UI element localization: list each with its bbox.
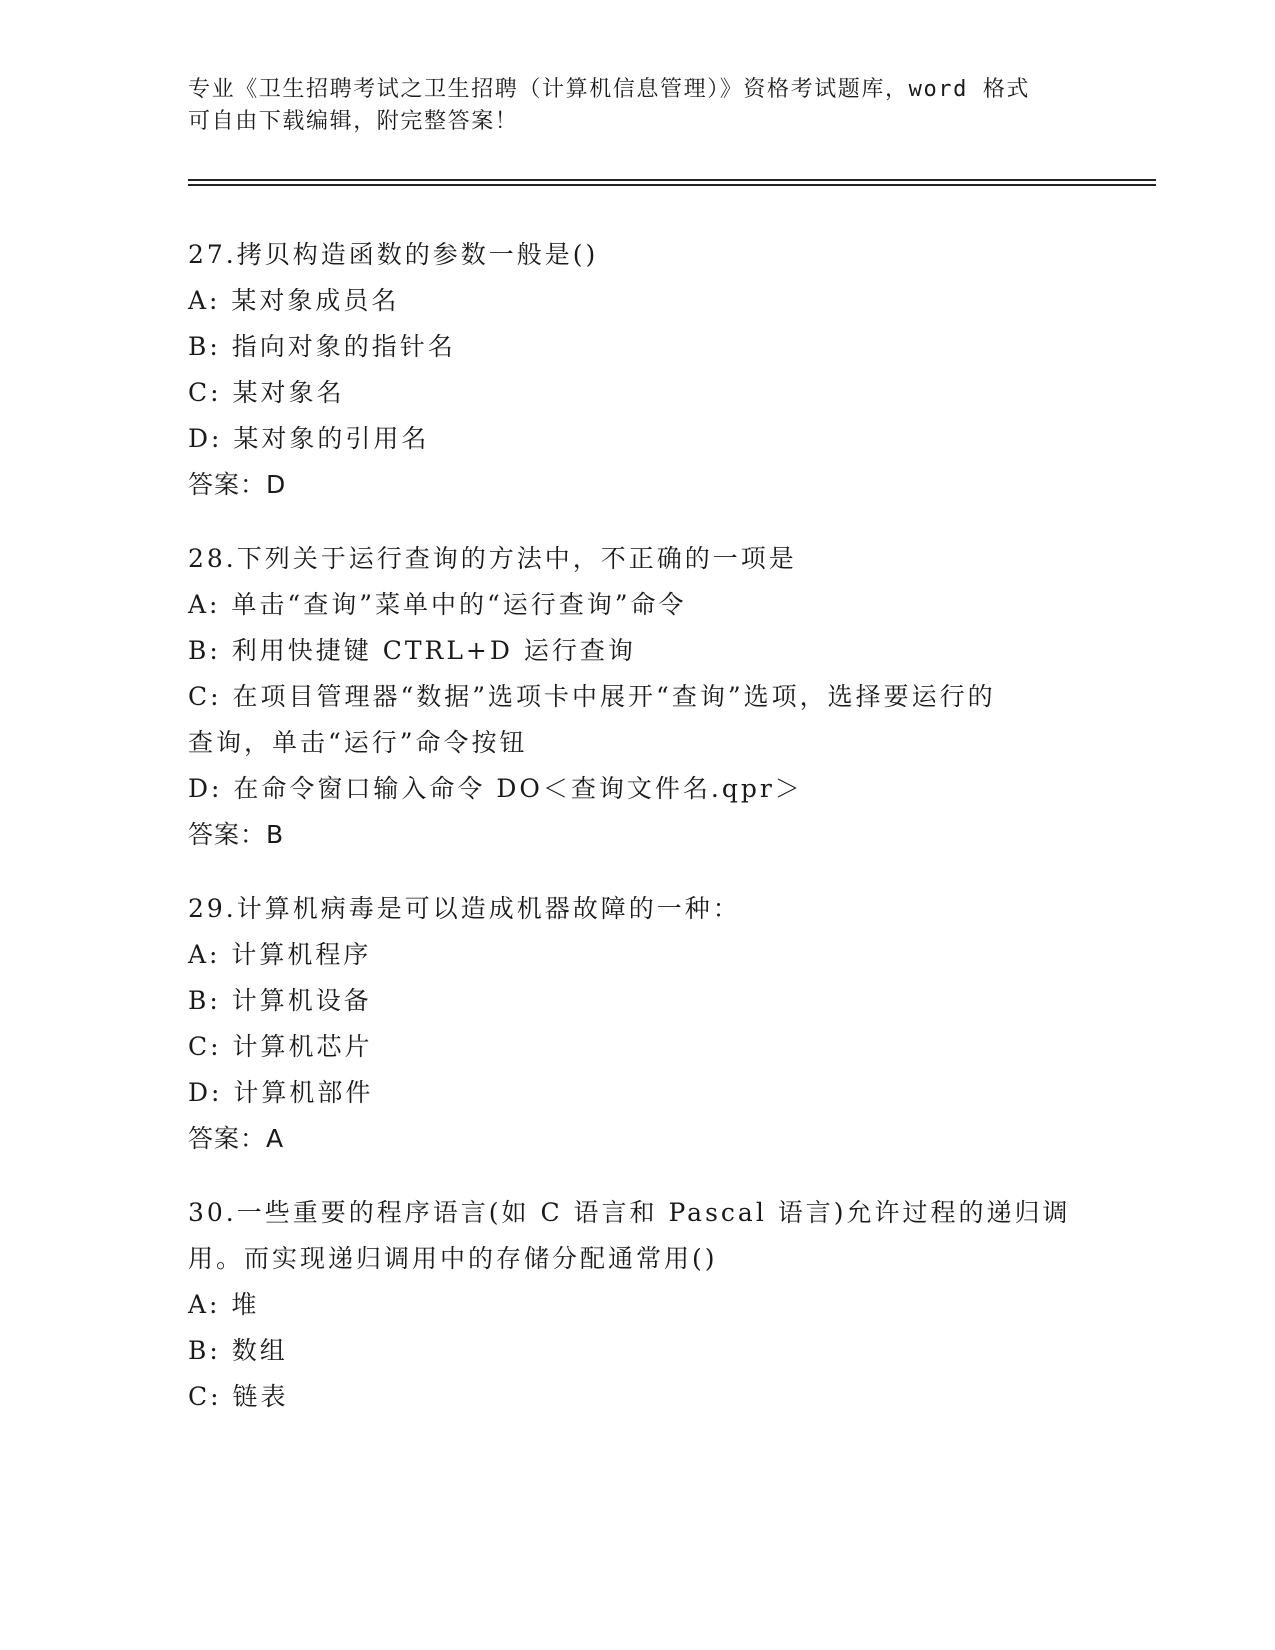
question-option: D: 计算机部件 <box>188 1078 374 1107</box>
header-line-1: 专业《卫生招聘考试之卫生招聘（计算机信息管理）》资格考试题库，word 格式 <box>188 77 1031 102</box>
question-option: D: 某对象的引用名 <box>188 424 430 453</box>
question-option: A: 堆 <box>188 1290 260 1319</box>
question-stem: 27.拷贝构造函数的参数一般是() <box>188 240 599 269</box>
question-item <box>188 1190 1088 1420</box>
question-option: C: 某对象名 <box>188 378 345 407</box>
question-answer: 答案：D <box>188 470 287 499</box>
question-option: B: 指向对象的指针名 <box>188 332 456 361</box>
question-item <box>188 886 1088 1162</box>
question-stem: 28.下列关于运行查询的方法中，不正确的一项是 <box>188 544 797 573</box>
header-divider-top <box>188 179 1156 181</box>
question-option: B: 利用快捷键 CTRL+D 运行查询 <box>188 636 636 665</box>
question-stem: 30.一些重要的程序语言(如 C 语言和 Pascal 语言)允许过程的递归调 <box>188 1198 1071 1227</box>
question-stem: 29.计算机病毒是可以造成机器故障的一种： <box>188 894 741 923</box>
question-option: A: 单击“查询”菜单中的“运行查询”命令 <box>188 590 687 619</box>
question-option: D: 在命令窗口输入命令 DO＜查询文件名.qpr＞ <box>188 774 803 803</box>
question-option: A: 计算机程序 <box>188 940 372 969</box>
header-divider-bottom <box>188 184 1156 186</box>
question-list <box>188 232 1088 1448</box>
question-option: B: 数组 <box>188 1336 288 1365</box>
question-option: C: 在项目管理器“数据”选项卡中展开“查询”选项，选择要运行的 <box>188 682 996 711</box>
question-option: C: 计算机芯片 <box>188 1032 373 1061</box>
header-line-2: 可自由下载编辑，附完整答案！ <box>188 109 519 134</box>
question-answer: 答案：A <box>188 1124 285 1153</box>
question-option: C: 链表 <box>188 1382 289 1411</box>
question-item <box>188 536 1088 858</box>
question-option: 查询，单击“运行”命令按钮 <box>188 728 528 757</box>
question-stem: 用。而实现递归调用中的存储分配通常用() <box>188 1244 718 1273</box>
question-item <box>188 232 1088 508</box>
question-option: B: 计算机设备 <box>188 986 372 1015</box>
question-option: A: 某对象成员名 <box>188 286 400 315</box>
document-header <box>188 74 1088 138</box>
question-answer: 答案：B <box>188 820 285 849</box>
